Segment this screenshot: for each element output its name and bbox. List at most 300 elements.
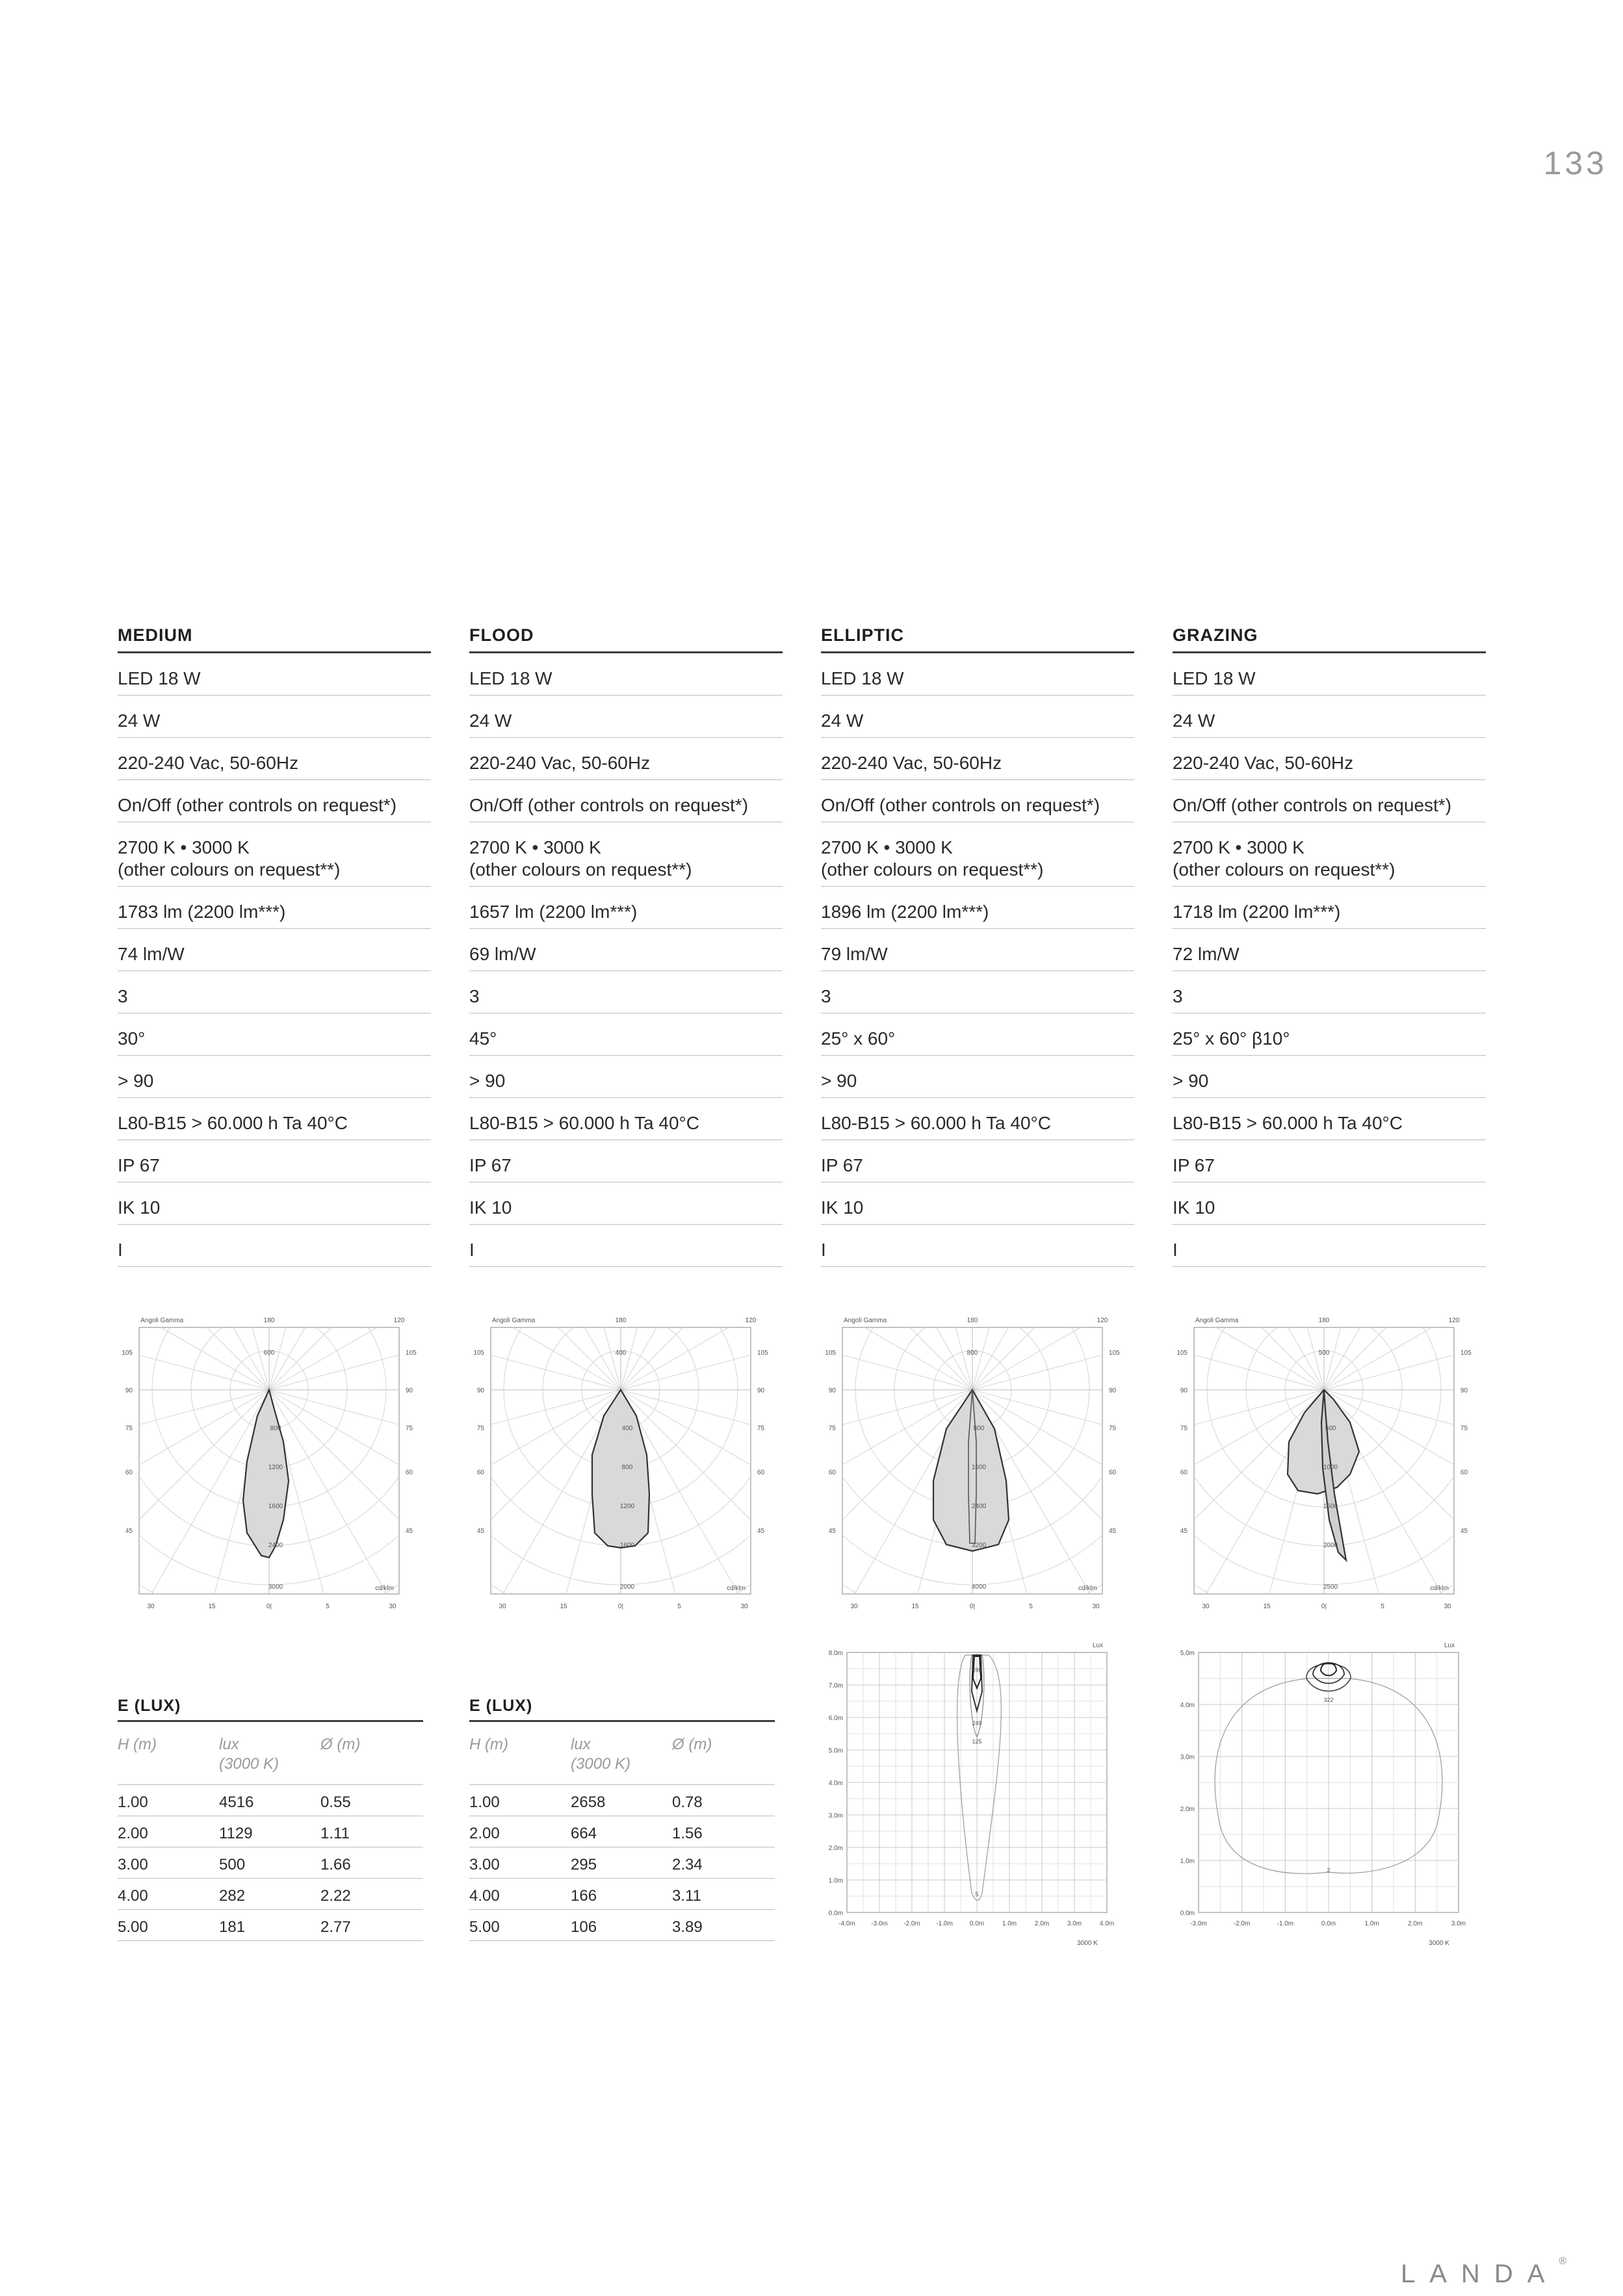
spec-value: 24 W — [469, 711, 512, 731]
spec-value: > 90 — [469, 1071, 506, 1091]
side-angle-label: 60 — [125, 1469, 133, 1476]
side-angle-label: 75 — [1109, 1425, 1117, 1432]
bottom-angle-label: 5 — [1381, 1603, 1384, 1610]
x-axis-label: 4.0m — [1099, 1920, 1115, 1927]
spec-row — [1173, 1225, 1486, 1267]
lux-height: 1.00 — [469, 1794, 500, 1811]
lux-row — [469, 1847, 775, 1879]
radial-value-label: 3000 — [268, 1584, 283, 1591]
spec-row — [1173, 738, 1486, 780]
side-angle-label: 75 — [1461, 1425, 1468, 1432]
spec-value: 2700 K • 3000 K — [1173, 837, 1305, 857]
unit-label: cd/klm — [727, 1585, 746, 1592]
spec-value: LED 18 W — [469, 668, 552, 688]
spec-value: I — [821, 1240, 826, 1260]
spec-value: LED 18 W — [821, 668, 904, 688]
cct-label: 3000 K — [1429, 1940, 1449, 1947]
spec-row — [469, 1098, 783, 1140]
spec-value: 1783 lm (2200 lm***) — [118, 902, 286, 922]
x-axis-label: 3.0m — [1451, 1920, 1466, 1927]
spec-value: 3 — [821, 986, 831, 1006]
lux-row — [118, 1910, 423, 1941]
spec-row — [821, 1182, 1134, 1225]
spec-value: On/Off (other controls on request*) — [1173, 795, 1452, 815]
side-angle-label: 60 — [828, 1469, 836, 1476]
lux-value: 295 — [571, 1856, 597, 1873]
side-angle-label: 105 — [1109, 1350, 1120, 1357]
spec-column-medium — [118, 625, 431, 1267]
top-angle-label: 180 — [1318, 1317, 1330, 1324]
page-number: 133 — [1543, 145, 1607, 181]
spec-title: GRAZING — [1173, 625, 1486, 653]
spec-row — [1173, 1098, 1486, 1140]
radial-value-label: 2000 — [1323, 1542, 1338, 1549]
spec-row — [1173, 822, 1486, 887]
side-angle-label: 45 — [406, 1528, 413, 1535]
lux-diameter: 1.11 — [320, 1825, 350, 1842]
spec-value: 30° — [118, 1028, 146, 1049]
contour-label: 2 — [1327, 1867, 1331, 1873]
lux-header-cct: (3000 K) — [219, 1755, 279, 1773]
side-angle-label: 75 — [476, 1425, 484, 1432]
lux-value: 500 — [219, 1856, 246, 1873]
y-axis-label: 8.0m — [828, 1650, 843, 1657]
lux-height: 1.00 — [118, 1794, 148, 1811]
y-axis-label: 3.0m — [828, 1812, 843, 1820]
spec-value: IK 10 — [821, 1197, 864, 1218]
spec-row — [1173, 1013, 1486, 1056]
spec-row — [1173, 1056, 1486, 1098]
gamma-label: Angoli Gamma — [140, 1317, 184, 1324]
polar-spoke — [269, 1313, 420, 1390]
radial-value-label: 1600 — [619, 1542, 635, 1549]
side-angle-label: 45 — [1180, 1528, 1188, 1535]
radial-value-label: 800 — [621, 1464, 633, 1471]
spec-value: On/Off (other controls on request*) — [469, 795, 749, 815]
contour-label: 498 — [972, 1667, 982, 1673]
polar-spoke — [972, 1313, 1123, 1390]
spec-value: L80-B15 > 60.000 h Ta 40°C — [1173, 1113, 1403, 1133]
bottom-angle-label: 15 — [911, 1603, 919, 1610]
spec-row — [469, 696, 783, 738]
bottom-angle-label: 30 — [499, 1603, 506, 1610]
radial-value-label: 1600 — [268, 1503, 283, 1510]
lux-height: 5.00 — [118, 1918, 148, 1936]
y-axis-label: 0.0m — [1180, 1910, 1195, 1917]
gamma-label: Angoli Gamma — [1195, 1317, 1239, 1324]
polar-spoke — [1324, 1313, 1405, 1390]
lux-height: 3.00 — [118, 1856, 148, 1873]
brand-logo — [1401, 2256, 1567, 2289]
lux-diameter: 3.11 — [672, 1887, 701, 1905]
contour-label: 5 — [975, 1891, 979, 1898]
spec-row — [469, 1225, 783, 1267]
top-value-label: 800 — [967, 1350, 978, 1357]
spec-value: > 90 — [821, 1071, 857, 1091]
spec-value: > 90 — [1173, 1071, 1209, 1091]
x-axis-label: 3.0m — [1067, 1920, 1082, 1927]
spec-row — [118, 653, 431, 696]
x-axis-label: -3.0m — [871, 1920, 888, 1927]
polar-svg — [114, 1313, 420, 1625]
side-angle-label: 90 — [476, 1387, 484, 1394]
lux-height: 5.00 — [469, 1918, 500, 1936]
polar-svg — [1169, 1313, 1475, 1625]
polar-spoke — [269, 1390, 420, 1610]
spec-value-note: (other colours on request**) — [118, 859, 341, 880]
polar-grid — [1169, 1313, 1475, 1625]
cct-label: 3000 K — [1077, 1940, 1098, 1947]
polar-spoke — [540, 1313, 621, 1390]
polar-spoke — [269, 1313, 350, 1390]
spec-value: On/Off (other controls on request*) — [821, 795, 1100, 815]
contour-label: 322 — [1323, 1697, 1334, 1703]
spec-row — [821, 1013, 1134, 1056]
lux-row — [469, 1879, 775, 1910]
lux-header-lux — [571, 1735, 672, 1774]
bottom-angle-label: 0| — [969, 1603, 976, 1610]
lux-title: E (LUX) — [118, 1697, 423, 1722]
polar-chart-elliptic — [818, 1313, 1123, 1628]
lux-header-height: H (m) — [118, 1736, 157, 1753]
spec-value: IP 67 — [118, 1155, 160, 1175]
spec-value: LED 18 W — [118, 668, 201, 688]
spec-value: 25° x 60° β10° — [1173, 1028, 1290, 1049]
spec-row — [118, 738, 431, 780]
spec-row — [118, 1056, 431, 1098]
lux-diameter: 3.89 — [672, 1918, 703, 1936]
spec-row — [821, 822, 1134, 887]
bottom-angle-label: 30 — [740, 1603, 748, 1610]
spec-value: 1718 lm (2200 lm***) — [1173, 902, 1341, 922]
side-angle-label: 45 — [1109, 1528, 1117, 1535]
spec-row — [1173, 1140, 1486, 1182]
spec-value: 1657 lm (2200 lm***) — [469, 902, 638, 922]
isolux-chart-elliptic — [818, 1638, 1123, 1979]
side-angle-label: 105 — [757, 1350, 768, 1357]
radial-value-label: 3200 — [971, 1542, 987, 1549]
top-value-label: 600 — [263, 1350, 275, 1357]
registered-mark: ® — [1559, 2256, 1567, 2267]
lux-height: 4.00 — [118, 1887, 148, 1905]
y-axis-label: 5.0m — [828, 1747, 843, 1755]
spec-value: 79 lm/W — [821, 944, 888, 964]
spec-row — [118, 1225, 431, 1267]
lux-header — [118, 1722, 423, 1785]
spec-value-note: (other colours on request**) — [1173, 859, 1396, 880]
lux-value: 106 — [571, 1918, 597, 1936]
spec-row — [469, 971, 783, 1013]
spec-row — [821, 780, 1134, 822]
lux-header-diameter: Ø (m) — [320, 1736, 361, 1753]
lux-diameter: 2.22 — [320, 1887, 351, 1905]
side-angle-label: 105 — [1461, 1350, 1472, 1357]
polar-spoke — [1324, 1313, 1475, 1390]
side-angle-label: 45 — [828, 1528, 836, 1535]
lux-diameter: 2.77 — [320, 1918, 351, 1936]
lux-value: 1129 — [219, 1825, 253, 1842]
lux-height: 4.00 — [469, 1887, 500, 1905]
bottom-angle-label: 30 — [850, 1603, 858, 1610]
side-angle-label: 45 — [476, 1528, 484, 1535]
spec-row — [469, 1013, 783, 1056]
y-axis-label: 5.0m — [1180, 1650, 1195, 1657]
lux-header-lux-label: lux — [571, 1736, 591, 1753]
polar-spoke — [621, 1313, 701, 1390]
spec-column-elliptic — [821, 625, 1134, 1267]
polar-spoke — [1243, 1313, 1324, 1390]
side-angle-label: 60 — [1180, 1469, 1188, 1476]
lux-height: 2.00 — [118, 1825, 148, 1842]
spec-value: L80-B15 > 60.000 h Ta 40°C — [118, 1113, 348, 1133]
top-value-label: 500 — [1318, 1350, 1330, 1357]
bottom-angle-label: 0| — [617, 1603, 624, 1610]
spec-value: IK 10 — [1173, 1197, 1215, 1218]
x-axis-label: 2.0m — [1034, 1920, 1050, 1927]
spec-row — [469, 822, 783, 887]
polar-grid — [466, 1313, 772, 1625]
lux-header-lux — [219, 1735, 320, 1774]
side-angle-label: 45 — [1461, 1528, 1468, 1535]
radial-value-label: 1200 — [268, 1464, 283, 1471]
side-angle-label: 45 — [757, 1528, 765, 1535]
spec-row — [1173, 887, 1486, 929]
bottom-angle-label: 5 — [1029, 1603, 1033, 1610]
spec-row — [821, 1225, 1134, 1267]
lux-header-height: H (m) — [469, 1736, 508, 1753]
spec-value: 220-240 Vac, 50-60Hz — [821, 753, 1002, 773]
side-angle-label: 90 — [406, 1387, 413, 1394]
top-angle-label: 180 — [263, 1317, 275, 1324]
spec-row — [118, 929, 431, 971]
spec-value: IP 67 — [821, 1155, 863, 1175]
spec-title: FLOOD — [469, 625, 783, 653]
radial-value-label: 2000 — [619, 1584, 635, 1591]
spec-value: 220-240 Vac, 50-60Hz — [1173, 753, 1354, 773]
lux-value: 2658 — [571, 1794, 606, 1811]
y-axis-label: 3.0m — [1180, 1754, 1195, 1761]
brand-logo-text: LANDA — [1401, 2260, 1559, 2288]
lux-header-lux-label: lux — [219, 1736, 239, 1753]
spec-row — [1173, 696, 1486, 738]
lux-table-flood — [469, 1697, 775, 1941]
polar-spoke — [621, 1313, 772, 1390]
top-value-label: 400 — [615, 1350, 627, 1357]
polar-svg — [466, 1313, 772, 1625]
y-axis-label: 7.0m — [828, 1682, 843, 1689]
lux-row — [469, 1816, 775, 1847]
isolux-svg — [1169, 1638, 1475, 1976]
contour-label: 249 — [972, 1720, 982, 1727]
bottom-angle-label: 15 — [208, 1603, 216, 1610]
spec-value: 1896 lm (2200 lm***) — [821, 902, 989, 922]
lux-diameter: 1.66 — [320, 1856, 351, 1873]
unit-label: Lux — [1092, 1642, 1103, 1649]
side-angle-label: 90 — [1180, 1387, 1188, 1394]
x-axis-label: -1.0m — [936, 1920, 953, 1927]
radial-value-label: 1500 — [1323, 1503, 1338, 1510]
spec-value-note: (other colours on request**) — [469, 859, 692, 880]
side-angle-label: 105 — [1176, 1350, 1188, 1357]
spec-row — [1173, 653, 1486, 696]
spec-row — [118, 696, 431, 738]
radial-value-label: 2400 — [971, 1503, 987, 1510]
side-angle-label: 60 — [406, 1469, 413, 1476]
spec-row — [1173, 1182, 1486, 1225]
x-axis-label: -2.0m — [1233, 1920, 1251, 1927]
spec-value: I — [469, 1240, 474, 1260]
spec-value: On/Off (other controls on request*) — [118, 795, 397, 815]
lux-table-medium — [118, 1697, 423, 1941]
spec-row — [118, 1098, 431, 1140]
side-angle-label: 75 — [1180, 1425, 1188, 1432]
polar-spoke — [621, 1313, 772, 1390]
spec-value: 220-240 Vac, 50-60Hz — [118, 753, 299, 773]
lux-row — [469, 1910, 775, 1941]
spec-value: 3 — [118, 986, 128, 1006]
radial-value-label: 1600 — [971, 1464, 987, 1471]
side-angle-label: 90 — [757, 1387, 765, 1394]
spec-row — [821, 696, 1134, 738]
lux-header-diameter: Ø (m) — [672, 1736, 712, 1753]
top-angle-label: 180 — [615, 1317, 627, 1324]
y-axis-label: 1.0m — [1180, 1858, 1195, 1865]
polar-spoke — [621, 1313, 772, 1390]
radial-value-label: 500 — [1325, 1425, 1336, 1432]
polar-spoke — [1324, 1313, 1475, 1390]
spec-value: 3 — [1173, 986, 1183, 1006]
spec-value: 220-240 Vac, 50-60Hz — [469, 753, 651, 773]
y-axis-label: 6.0m — [828, 1715, 843, 1722]
bottom-angle-label: 5 — [326, 1603, 330, 1610]
spec-value: 24 W — [1173, 711, 1215, 731]
lux-height: 3.00 — [469, 1856, 500, 1873]
y-axis-label: 2.0m — [828, 1845, 843, 1852]
bottom-angle-label: 15 — [1263, 1603, 1271, 1610]
unit-label: cd/klm — [1430, 1585, 1449, 1592]
spec-row — [118, 887, 431, 929]
spec-value: IP 67 — [1173, 1155, 1215, 1175]
polar-spoke — [621, 1313, 772, 1390]
spec-row — [469, 1140, 783, 1182]
spec-value: I — [118, 1240, 123, 1260]
side-angle-label: 105 — [825, 1350, 836, 1357]
polar-grid — [114, 1313, 420, 1625]
radial-value-label: 400 — [621, 1425, 633, 1432]
side-angle-label: 75 — [757, 1425, 765, 1432]
radial-value-label: 800 — [270, 1425, 281, 1432]
polar-spoke — [269, 1313, 420, 1390]
unit-label: cd/klm — [1078, 1585, 1097, 1592]
side-angle-label: 90 — [828, 1387, 836, 1394]
spec-row — [821, 1056, 1134, 1098]
lux-diameter: 0.55 — [320, 1794, 351, 1811]
side-angle-label: 75 — [828, 1425, 836, 1432]
lux-value: 282 — [219, 1887, 246, 1905]
y-axis-label: 4.0m — [1180, 1702, 1195, 1709]
lux-title: E (LUX) — [469, 1697, 775, 1722]
spec-value: 2700 K • 3000 K — [821, 837, 953, 857]
spec-row — [118, 822, 431, 887]
polar-chart-medium — [114, 1313, 420, 1628]
x-axis-label: -1.0m — [1277, 1920, 1294, 1927]
polar-spoke — [972, 1313, 1053, 1390]
lux-row — [118, 1816, 423, 1847]
lux-row — [118, 1847, 423, 1879]
spec-value: 3 — [469, 986, 480, 1006]
polar-spoke — [1324, 1313, 1475, 1390]
unit-label: Lux — [1444, 1642, 1455, 1649]
lux-diameter: 0.78 — [672, 1794, 703, 1811]
side-angle-label: 90 — [1461, 1387, 1468, 1394]
unit-label: cd/klm — [375, 1585, 394, 1592]
spec-row — [469, 887, 783, 929]
side-angle-label: 75 — [125, 1425, 133, 1432]
spec-row — [821, 653, 1134, 696]
polar-spoke — [269, 1390, 420, 1546]
top-angle-label: 120 — [393, 1317, 405, 1324]
polar-chart-grazing — [1169, 1313, 1475, 1628]
spec-row — [1173, 971, 1486, 1013]
lux-row — [469, 1785, 775, 1816]
spec-row — [469, 780, 783, 822]
polar-spoke — [972, 1313, 1123, 1390]
spec-title: MEDIUM — [118, 625, 431, 653]
polar-chart-flood — [466, 1313, 772, 1628]
x-axis-label: -3.0m — [1190, 1920, 1207, 1927]
spec-row — [469, 738, 783, 780]
x-axis-label: 2.0m — [1408, 1920, 1423, 1927]
spec-row — [821, 971, 1134, 1013]
spec-value: 24 W — [118, 711, 161, 731]
spec-value: 72 lm/W — [1173, 944, 1240, 964]
side-angle-label: 90 — [1109, 1387, 1117, 1394]
polar-grid — [818, 1313, 1123, 1625]
x-axis-label: -4.0m — [838, 1920, 855, 1927]
radial-value-label: 1000 — [1323, 1464, 1338, 1471]
bottom-angle-label: 30 — [1444, 1603, 1451, 1610]
polar-spoke — [269, 1390, 420, 1625]
spec-row — [118, 971, 431, 1013]
spec-row — [118, 1140, 431, 1182]
side-angle-label: 60 — [1461, 1469, 1468, 1476]
side-angle-label: 90 — [125, 1387, 133, 1394]
spec-row — [118, 1182, 431, 1225]
spec-row — [821, 738, 1134, 780]
spec-row — [1173, 780, 1486, 822]
side-angle-label: 60 — [476, 1469, 484, 1476]
y-axis-label: 1.0m — [828, 1877, 843, 1885]
bottom-angle-label: 30 — [389, 1603, 396, 1610]
spec-value: 45° — [469, 1028, 497, 1049]
lux-diameter: 2.34 — [672, 1856, 703, 1873]
bottom-angle-label: 0| — [1321, 1603, 1327, 1610]
isolux-chart-grazing — [1169, 1638, 1475, 1979]
lux-value: 664 — [571, 1825, 597, 1842]
y-axis-label: 4.0m — [828, 1780, 843, 1787]
gamma-label: Angoli Gamma — [844, 1317, 887, 1324]
radial-value-label: 4000 — [971, 1584, 987, 1591]
top-angle-label: 120 — [745, 1317, 757, 1324]
polar-spoke — [972, 1313, 1123, 1390]
spec-value: I — [1173, 1240, 1178, 1260]
radial-value-label: 1200 — [619, 1503, 635, 1510]
side-angle-label: 105 — [406, 1350, 417, 1357]
bottom-angle-label: 30 — [147, 1603, 155, 1610]
polar-spoke — [269, 1313, 420, 1390]
spec-row — [821, 1140, 1134, 1182]
lux-row — [118, 1785, 423, 1816]
